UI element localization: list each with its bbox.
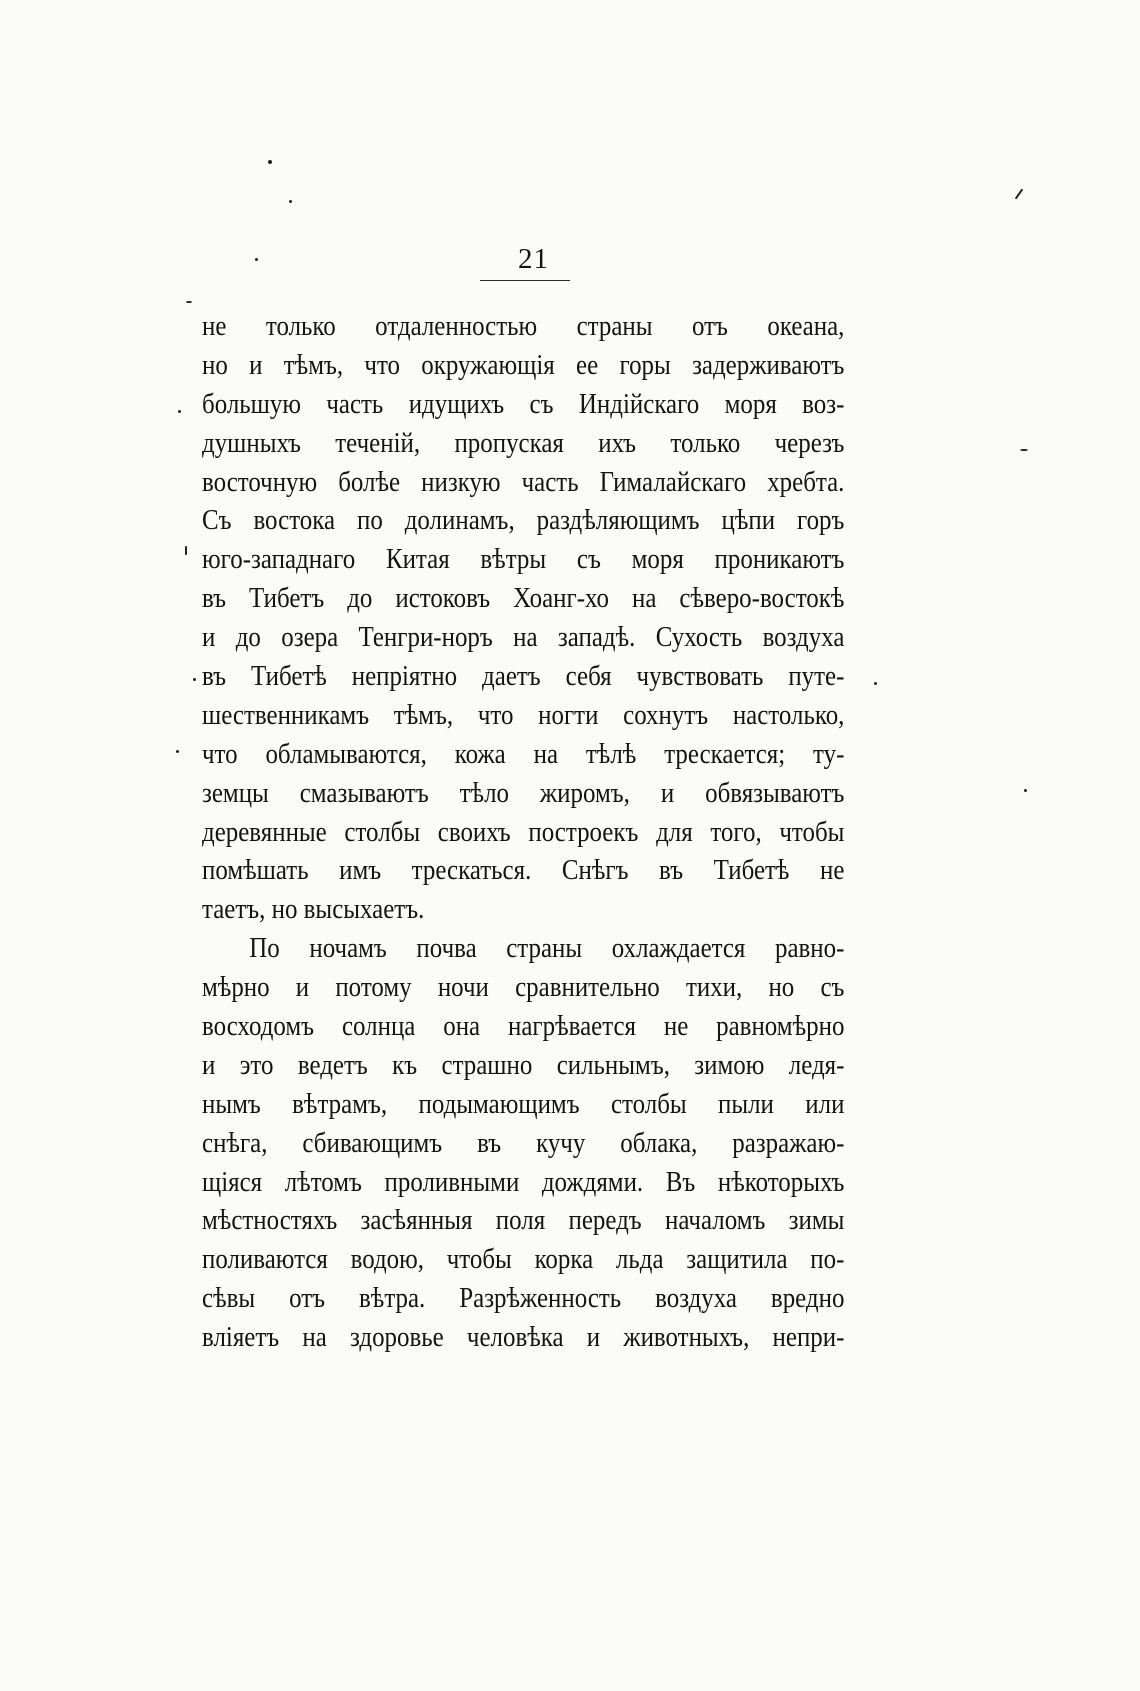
body-text — [202, 307, 844, 1357]
paragraph-first-line: По ночамъ почва страны охлаждается равно- — [249, 932, 845, 965]
text-line: сѣвы отъ вѣтра. Разрѣженность воздуха вредно — [202, 1282, 845, 1315]
scan-speck — [178, 410, 181, 413]
text-line: вліяетъ на здоровье человѣка и животныхъ, непри- — [202, 1321, 845, 1354]
scan-speck — [289, 200, 292, 203]
text-line: деревянные столбы своихъ построекъ для того, чтобы — [202, 815, 845, 848]
text-line: восходомъ солнца она нагрѣвается не равномѣрно — [202, 1010, 845, 1043]
scan-speck — [255, 258, 258, 261]
text-line: щіяся лѣтомъ проливными дождями. Въ нѣкоторыхъ — [202, 1165, 845, 1198]
text-line: поливаются водою, чтобы корка льда защитила по- — [202, 1243, 845, 1276]
text-line: юго-западнаго Китая вѣтры съ моря проникаютъ — [202, 543, 845, 576]
text-line: мѣрно и потому ночи сравнительно тихи, но съ — [202, 971, 845, 1004]
text-line: мѣстностяхъ засѣянныя поля передъ началомъ зимы — [202, 1204, 845, 1237]
scan-speck — [193, 678, 196, 681]
text-line: Съ востока по долинамъ, раздѣляющимъ цѣпи горъ — [202, 504, 845, 537]
header-rule — [480, 280, 570, 281]
text-line: въ Тибетѣ непріятно даетъ себя чувствовать путе- — [202, 660, 845, 693]
text-line: большую часть идущихъ съ Индійскаго моря воз- — [202, 387, 845, 420]
text-line: что обламываются, кожа на тѣлѣ трескается; ту- — [202, 737, 845, 770]
text-line: нымъ вѣтрамъ, подымающимъ столбы пыли или — [202, 1087, 845, 1120]
text-line: но и тѣмъ, что окружающія ее горы задерживаютъ — [202, 348, 845, 381]
page-number: 21 — [518, 243, 549, 275]
scan-speck — [268, 160, 272, 164]
text-line: снѣга, сбивающимъ въ кучу облака, разражаю- — [202, 1126, 845, 1159]
text-line: земцы смазываютъ тѣло жиромъ, и обвязываютъ — [202, 776, 845, 809]
text-line: восточную болѣе низкую часть Гималайскаго хребта. — [202, 465, 845, 498]
scan-speck — [1020, 449, 1028, 451]
text-line: не только отдаленностью страны отъ океана, — [202, 310, 845, 342]
text-line: и до озера Тенгри-норъ на западѣ. Сухость воздуха — [202, 621, 845, 654]
scan-speck — [186, 301, 192, 303]
text-line: въ Тибетъ до истоковъ Хоанг-хо на сѣверо-востокѣ — [202, 582, 845, 615]
scan-speck — [1024, 789, 1027, 792]
text-line: душныхъ теченій, пропуская ихъ только черезъ — [202, 426, 845, 459]
text-line: помѣшать имъ трескаться. Снѣгъ въ Тибетѣ не — [202, 854, 845, 887]
scan-speck — [185, 546, 187, 555]
text-line: и это ведетъ къ страшно сильнымъ, зимою ледя- — [202, 1048, 845, 1081]
scan-speck — [874, 682, 877, 685]
text-line: таетъ, но высыхаетъ. — [202, 893, 425, 926]
text-line: шественникамъ тѣмъ, что ногти сохнутъ настолько, — [202, 698, 845, 731]
scan-speck — [176, 750, 179, 753]
scan-speck — [1015, 189, 1024, 200]
